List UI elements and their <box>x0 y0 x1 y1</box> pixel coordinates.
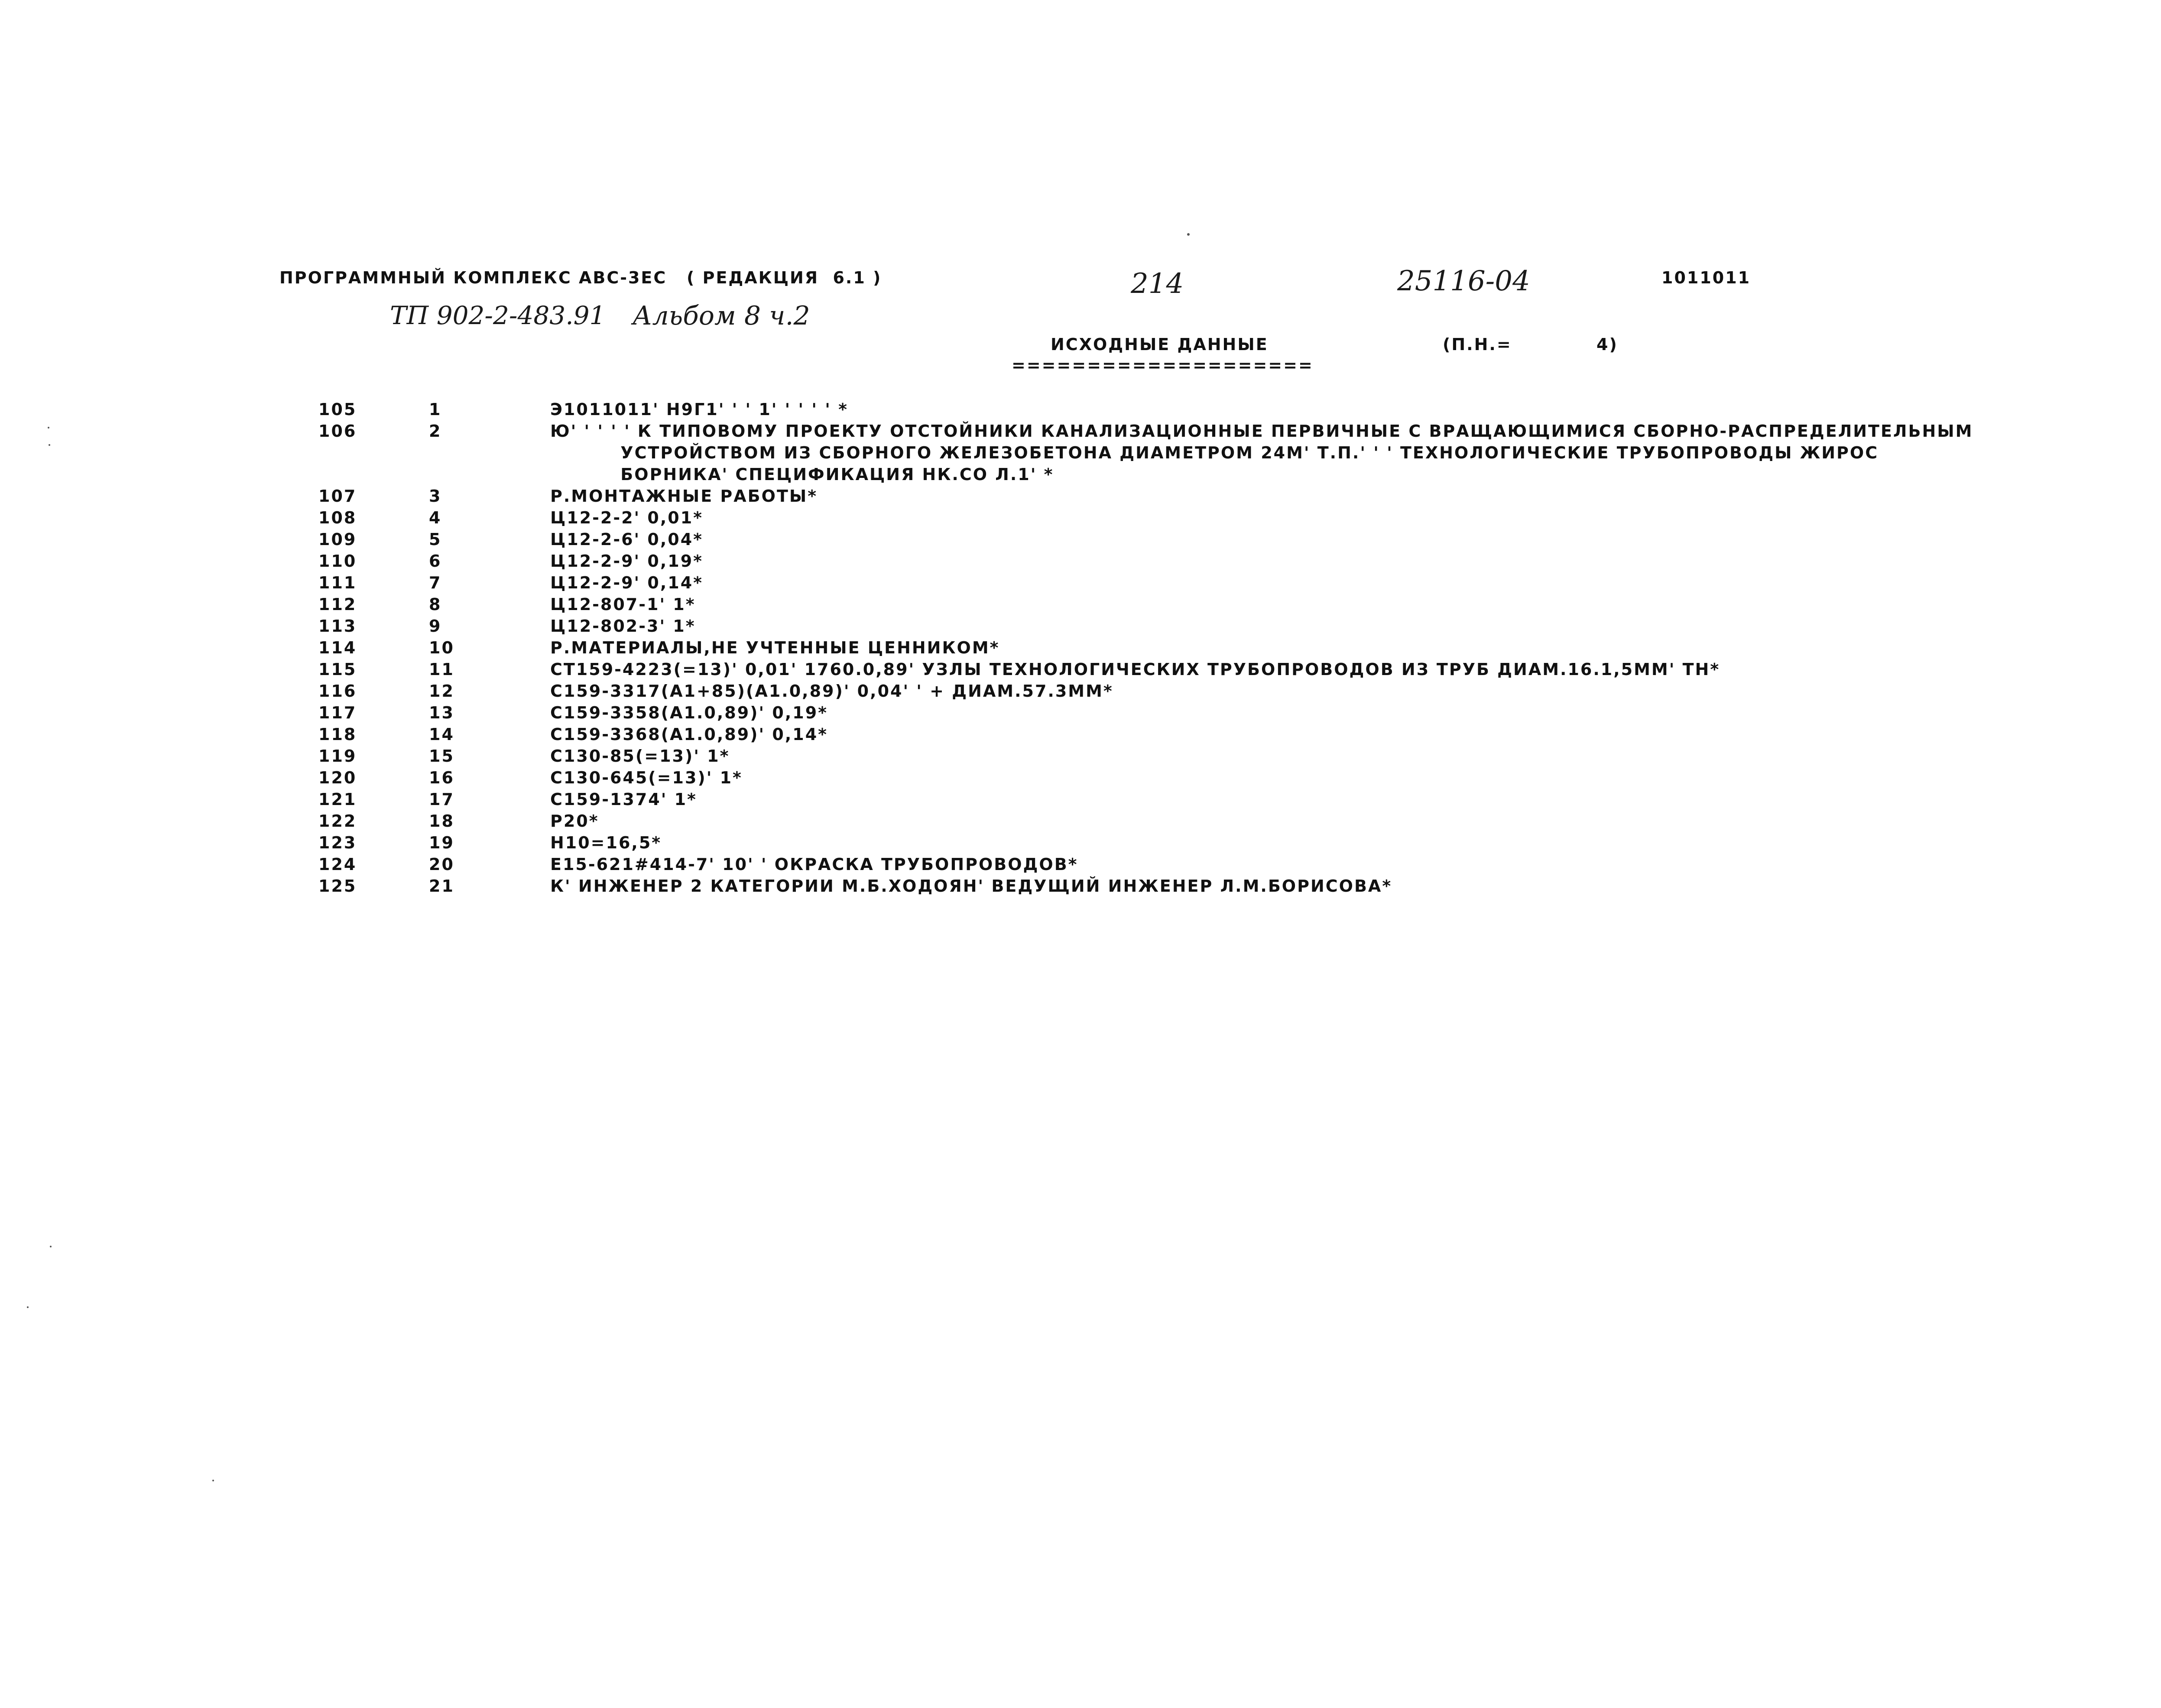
program-name: ПРОГРАММНЫЙ КОМПЛЕКС АВС-3ЕС <box>279 268 667 287</box>
record-text: Ц12-2-9' 0,19* <box>550 552 704 571</box>
listing-row <box>0 399 2036 420</box>
scan-speck <box>27 1306 29 1308</box>
record-text: Р20* <box>550 812 599 831</box>
record-text: СТ159-4223(=13)' 0,01' 1760.0,89' УЗЛЫ ТЕХНОЛОГИЧЕСКИХ ТРУБОПРОВОДОВ ИЗ ТРУБ ДИАМ.16.1,5ММ' ТН* <box>550 660 1720 679</box>
line-number: 122 <box>318 812 357 831</box>
scan-speck <box>212 1480 214 1481</box>
line-number: 111 <box>318 573 357 592</box>
handwritten-project-number: ТП 902-2-483.91 <box>390 301 606 330</box>
record-text: Ц12-802-3' 1* <box>550 617 696 636</box>
section-title-underline: ==================== <box>1012 356 1314 375</box>
sequence-number: 19 <box>429 833 454 852</box>
line-number: 110 <box>318 552 357 571</box>
line-number: 116 <box>318 682 357 701</box>
record-text: Р.МОНТАЖНЫЕ РАБОТЫ* <box>550 487 818 506</box>
sequence-number: 16 <box>429 768 454 787</box>
sequence-number: 14 <box>429 725 454 744</box>
listing-row <box>0 637 2036 659</box>
sequence-number: 10 <box>429 638 454 657</box>
line-number: 124 <box>318 855 357 874</box>
record-text: Ю' ' ' ' ' К ТИПОВОМУ ПРОЕКТУ ОТСТОЙНИКИ КАНАЛИЗАЦИОННЫЕ ПЕРВИЧНЫЕ С ВРАЩАЮЩИМИСЯ СБОРНО-РАСПРЕДЕЛИТЕЛЬНЫМ <box>550 422 1973 441</box>
line-number: 114 <box>318 638 357 657</box>
record-text: Ц12-2-2' 0,01* <box>550 508 704 527</box>
edition-label: ( РЕДАКЦИЯ 6.1 ) <box>687 268 882 287</box>
line-number: 121 <box>318 790 357 809</box>
sequence-number: 18 <box>429 812 454 831</box>
listing-row <box>0 767 2036 789</box>
line-number: 112 <box>318 595 357 614</box>
listing-row <box>0 659 2036 680</box>
record-text: Ц12-807-1' 1* <box>550 595 696 614</box>
handwritten-document-number: 25116-04 <box>1397 265 1530 297</box>
scan-speck <box>1187 233 1190 236</box>
line-number: 117 <box>318 703 357 722</box>
line-number: 105 <box>318 400 357 419</box>
listing-row <box>0 875 2036 897</box>
record-text: С130-645(=13)' 1* <box>550 768 743 787</box>
record-text: Э1011011' Н9Г1' ' ' 1' ' ' ' ' * <box>550 400 848 419</box>
listing-row <box>0 832 2036 854</box>
line-number: 107 <box>318 487 357 506</box>
sequence-number: 2 <box>429 422 442 441</box>
line-number: 120 <box>318 768 357 787</box>
record-text: С130-85(=13)' 1* <box>550 747 730 766</box>
listing-row <box>0 507 2036 529</box>
record-text: Ц12-2-6' 0,04* <box>550 530 704 549</box>
handwritten-album: Альбом 8 ч.2 <box>633 301 810 331</box>
record-text: Р.МАТЕРИАЛЫ,НЕ УЧТЕННЫЕ ЦЕННИКОМ* <box>550 638 1000 657</box>
section-title: ИСХОДНЫЕ ДАННЫЕ <box>1051 335 1269 354</box>
line-number: 106 <box>318 422 357 441</box>
record-text: С159-1374' 1* <box>550 790 697 809</box>
listing-row <box>0 854 2036 875</box>
pn-value: 4) <box>1596 335 1618 354</box>
sequence-number: 15 <box>429 747 454 766</box>
record-text: Н10=16,5* <box>550 833 662 852</box>
record-text: УСТРОЙСТВОМ ИЗ СБОРНОГО ЖЕЛЕЗОБЕТОНА ДИАМЕТРОМ 24М' Т.П.' ' ' ТЕХНОЛОГИЧЕСКИЕ ТРУБОПРОВОДЫ ЖИРОС <box>550 443 1879 462</box>
listing-row <box>0 680 2036 702</box>
line-number: 108 <box>318 508 357 527</box>
record-text: Е15-621#414-7' 10' ' ОКРАСКА ТРУБОПРОВОДОВ* <box>550 855 1078 874</box>
listing-row <box>0 615 2036 637</box>
listing-row <box>0 594 2036 615</box>
sequence-number: 1 <box>429 400 442 419</box>
sequence-number: 13 <box>429 703 454 722</box>
sequence-number: 12 <box>429 682 454 701</box>
sequence-number: 8 <box>429 595 442 614</box>
scan-speck <box>50 1246 52 1247</box>
listing-row <box>0 745 2036 767</box>
listing-row <box>0 550 2036 572</box>
record-text: К' ИНЖЕНЕР 2 КАТЕГОРИИ М.Б.ХОДОЯН' ВЕДУЩИЙ ИНЖЕНЕР Л.М.БОРИСОВА* <box>550 877 1392 896</box>
sequence-number: 5 <box>429 530 442 549</box>
line-number: 118 <box>318 725 357 744</box>
line-number: 113 <box>318 617 357 636</box>
record-text: С159-3368(А1.0,89)' 0,14* <box>550 725 828 744</box>
listing-row <box>0 420 2036 485</box>
listing-row <box>0 485 2036 507</box>
record-text: БОРНИКА' СПЕЦИФИКАЦИЯ НК.СО Л.1' * <box>550 465 1054 484</box>
pn-label: (П.Н.= <box>1443 335 1512 354</box>
listing-row <box>0 572 2036 594</box>
sequence-number: 17 <box>429 790 454 809</box>
sequence-number: 3 <box>429 487 442 506</box>
listing-row <box>0 810 2036 832</box>
record-text: С159-3358(А1.0,89)' 0,19* <box>550 703 828 722</box>
listing-row <box>0 724 2036 745</box>
listing-row <box>0 702 2036 724</box>
sequence-number: 9 <box>429 617 442 636</box>
line-number: 109 <box>318 530 357 549</box>
listing-row <box>0 529 2036 550</box>
sequence-number: 20 <box>429 855 454 874</box>
document-code: 1011011 <box>1661 268 1751 287</box>
sequence-number: 11 <box>429 660 454 679</box>
record-text: Ц12-2-9' 0,14* <box>550 573 704 592</box>
record-text: С159-3317(А1+85)(А1.0,89)' 0,04' ' + ДИАМ.57.3ММ* <box>550 682 1113 701</box>
line-number: 119 <box>318 747 357 766</box>
line-number: 125 <box>318 877 357 896</box>
sequence-number: 4 <box>429 508 442 527</box>
line-number: 115 <box>318 660 357 679</box>
handwritten-page-number: 214 <box>1131 268 1184 300</box>
sequence-number: 6 <box>429 552 442 571</box>
listing-row <box>0 789 2036 810</box>
line-number: 123 <box>318 833 357 852</box>
sequence-number: 7 <box>429 573 442 592</box>
sequence-number: 21 <box>429 877 454 896</box>
